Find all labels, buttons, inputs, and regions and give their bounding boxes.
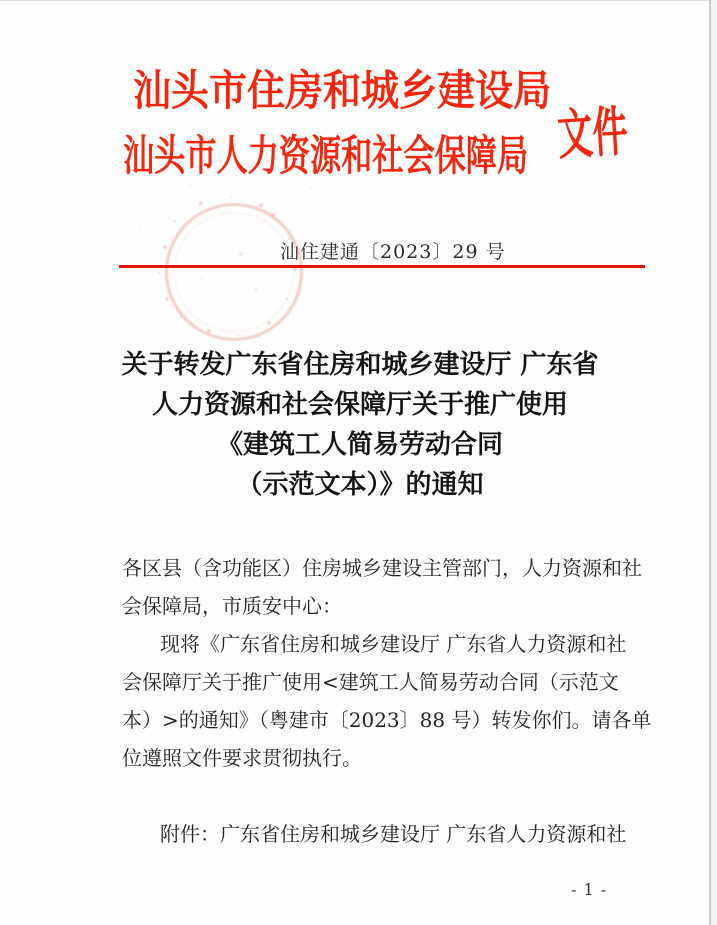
seal-ink-speckles <box>160 198 162 200</box>
body-line: 会保障局，市质安中心： <box>122 594 342 618</box>
title-line-4: （示范文本）》的通知 <box>236 470 484 500</box>
title-line-2: 人力资源和社会保障厅关于推广使用 <box>151 390 568 420</box>
body-line: 现将《广东省住房和城乡建设厅 广东省人力资源和社 <box>160 632 627 656</box>
body-line: 会保障厅关于推广使用<建筑工人简易劳动合同（示范文 <box>122 670 619 694</box>
page-number: - 1 - <box>571 880 608 899</box>
scan-top-edge <box>0 0 717 1</box>
separator-line <box>119 265 645 268</box>
title-line-1: 关于转发广东省住房和城乡建设厅 广东省 <box>121 350 599 380</box>
attachment-line: 附件：广东省住房和城乡建设厅 广东省人力资源和社 <box>160 822 627 846</box>
body-line: 各区县（含功能区）住房城乡建设主管部门，人力资源和社 <box>122 556 642 580</box>
doc-number: 汕住建通〔2023〕29 号 <box>280 241 506 263</box>
org-name-line1: 汕头市住房和城乡建设局 <box>133 66 552 115</box>
body-line: 本）>的通知》（粤建市〔2023〕88 号）转发你们。请各单 <box>122 708 652 732</box>
body-text <box>122 549 652 777</box>
org-name-line2: 汕头市人力资源和社会保障局 <box>123 131 529 180</box>
official-seal-stamp-icon <box>165 203 303 341</box>
body-line: 位遵照文件要求贯彻执行。 <box>122 746 362 770</box>
title-line-3: 《建筑工人简易劳动合同 <box>216 430 503 460</box>
document-title <box>1 345 717 505</box>
doc-type-label: 文件 <box>555 98 630 167</box>
scan-right-margin <box>711 0 717 925</box>
